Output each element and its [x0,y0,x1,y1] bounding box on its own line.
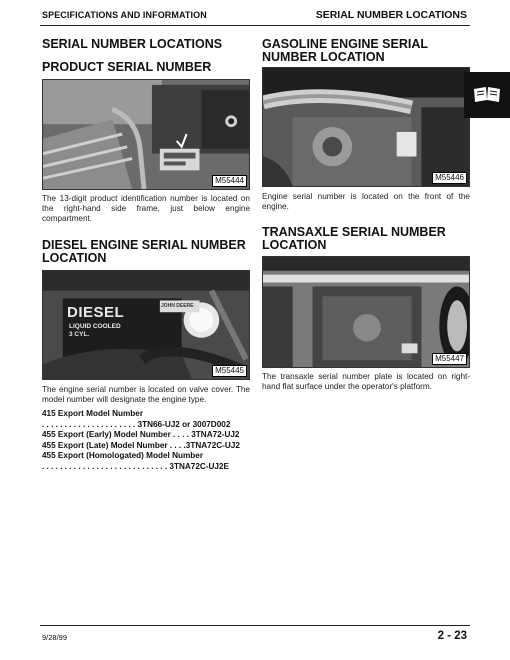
spec-line: 455 Export (Late) Model Number . . . .3TNA72C-UJ2 [42,440,240,450]
diesel-serial-heading: DIESEL ENGINE SERIAL NUMBER LOCATION [42,238,246,265]
spec-line: . . . . . . . . . . . . . . . . . . . . . . . . . . . . 3TNA72C-UJ2E [42,461,229,471]
product-serial-heading: PRODUCT SERIAL NUMBER [42,60,212,74]
figure-id-label: M55444 [212,175,247,187]
chapter-side-tab [464,72,510,118]
running-header-title: SERIAL NUMBER LOCATIONS [315,9,467,21]
transaxle-serial-heading: TRANSAXLE SERIAL NUMBER LOCATION [262,225,446,252]
transaxle-serial-description: The transaxle serial number plate is located on right-hand flat surface under the operator's platform. [262,372,470,391]
page-main-title: SERIAL NUMBER LOCATIONS [42,37,223,51]
figure-id-label: M55447 [432,353,467,365]
spec-heading: 415 Export Model Number [42,409,144,418]
diesel-badge-line1: LIQUID COOLED [69,323,121,330]
figure-id-label: M55446 [432,172,467,184]
gasoline-serial-heading: GASOLINE ENGINE SERIAL NUMBER LOCATION [262,37,428,64]
transaxle-image [263,257,469,367]
product-serial-description: The 13-digit product identification number is located on the right-hand side frame, just below engine compartment. [42,194,250,223]
gasoline-engine-image [263,68,469,186]
spec-line: 455 Export (Homologated) Model Number [42,451,204,460]
header-divider [40,25,470,26]
page-number: 2 - 23 [437,630,467,642]
transaxle-serial-photo [262,256,470,368]
diesel-serial-description: The engine serial number is located on valve cover. The model number will designate the engine type. [42,385,250,404]
diesel-badge-line2: 3 CYL. [69,331,90,338]
diesel-model-spec-list [42,409,250,472]
product-serial-photo [42,79,250,190]
spec-line: 455 Export (Early) Model Number . . . . 3TNA72-UJ2 [42,430,240,439]
spec-line: . . . . . . . . . . . . . . . . . . . . . 3TN66-UJ2 or 3007D002 [42,419,231,429]
figure-id-label: M55445 [212,365,247,377]
right-column [262,38,470,392]
footer-divider [40,625,470,626]
book-icon [472,85,502,103]
diesel-badge-text: DIESEL [67,304,125,321]
diesel-valve-tag: JOHN DEERE [161,303,194,309]
gasoline-serial-photo [262,67,470,187]
product-frame-image [43,80,249,189]
footer-date: 9/28/99 [42,633,68,642]
gasoline-serial-description: Engine serial number is located on the front of the engine. [262,192,470,211]
diesel-serial-photo [42,270,250,380]
running-header-section: SPECIFICATIONS AND INFORMATION [42,10,207,20]
left-column [42,38,250,472]
